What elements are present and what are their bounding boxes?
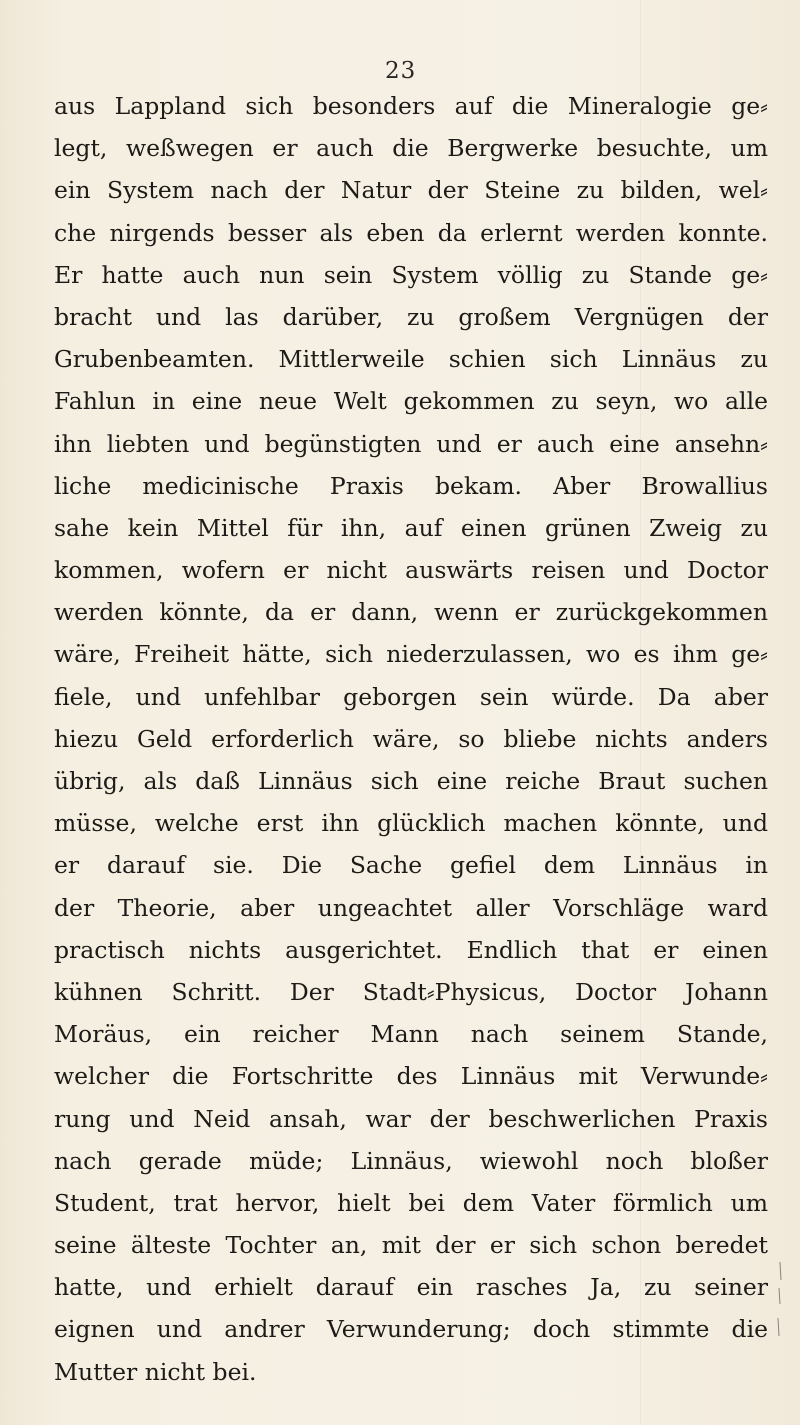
text-line: müsse, welche erst ihn glücklich machen könnte, und: [54, 809, 768, 838]
text-line: sahe kein Mittel für ihn, auf einen grünen Zweig zu: [54, 513, 768, 542]
text-line: Student, trat hervor, hielt bei dem Vater förmlich um: [54, 1188, 768, 1217]
text-line: er darauf sie. Die Sache gefiel dem Linnäus in: [54, 851, 768, 880]
text-line: legt, weßwegen er auch die Bergwerke besuchte, um: [54, 134, 768, 163]
text-line: Mutter nicht bei.: [54, 1357, 257, 1386]
text-line: practisch nichts ausgerichtet. Endlich that er einen: [54, 935, 768, 964]
text-line: kommen, wofern er nicht auswärts reisen und Doctor: [54, 556, 768, 585]
page-number: 23: [385, 58, 417, 84]
text-line: nach gerade müde; Linnäus, wiewohl noch bloßer: [54, 1146, 768, 1175]
text-line: der Theorie, aber ungeachtet aller Vorschläge ward: [54, 893, 768, 922]
text-line: liche medicinische Praxis bekam. Aber Browallius: [54, 471, 768, 500]
text-line: kühnen Schritt. Der Stadt⸗Physicus, Doctor Johann: [54, 977, 768, 1006]
body-text: [54, 85, 768, 1393]
text-line: Er hatte auch nun sein System völlig zu Stande ge⸗: [54, 260, 768, 289]
text-line: rung und Neid ansah, war der beschwerlichen Praxis: [54, 1104, 768, 1133]
text-line: werden könnte, da er dann, wenn er zurückgekommen: [54, 598, 768, 627]
text-line: Moräus, ein reicher Mann nach seinem Stande,: [54, 1020, 768, 1049]
text-line: Fahlun in eine neue Welt gekommen zu seyn, wo alle: [54, 387, 768, 416]
text-line: ihn liebten und begünstigten und er auch eine ansehn⸗: [54, 429, 768, 458]
text-line: welcher die Fortschritte des Linnäus mit Verwunde⸗: [54, 1062, 768, 1091]
text-line: seine älteste Tochter an, mit der er sich schon beredet: [54, 1231, 768, 1260]
text-line: bracht und las darüber, zu großem Vergnügen der: [54, 302, 768, 331]
text-line: aus Lappland sich besonders auf die Mineralogie ge⸗: [54, 92, 768, 120]
text-line: übrig, als daß Linnäus sich eine reiche Braut suchen: [54, 767, 768, 795]
text-line: Grubenbeamten. Mittlerweile schien sich Linnäus zu: [54, 345, 768, 374]
text-line: che nirgends besser als eben da erlernt werden konnte.: [54, 218, 768, 247]
text-line: hatte, und erhielt darauf ein rasches Ja, zu seiner: [54, 1273, 768, 1302]
text-line: eignen und andrer Verwunderung; doch stimmte die: [54, 1315, 768, 1344]
text-line: wäre, Freiheit hätte, sich niederzulassen, wo es ihm ge⸗: [54, 640, 768, 669]
text-line: hiezu Geld erforderlich wäre, so bliebe nichts anders: [54, 724, 768, 753]
text-line: fiele, und unfehlbar geborgen sein würde. Da aber: [54, 682, 768, 711]
margin-pencil-mark: [770, 1260, 788, 1340]
text-line: ein System nach der Natur der Steine zu bilden, wel⸗: [54, 176, 768, 205]
